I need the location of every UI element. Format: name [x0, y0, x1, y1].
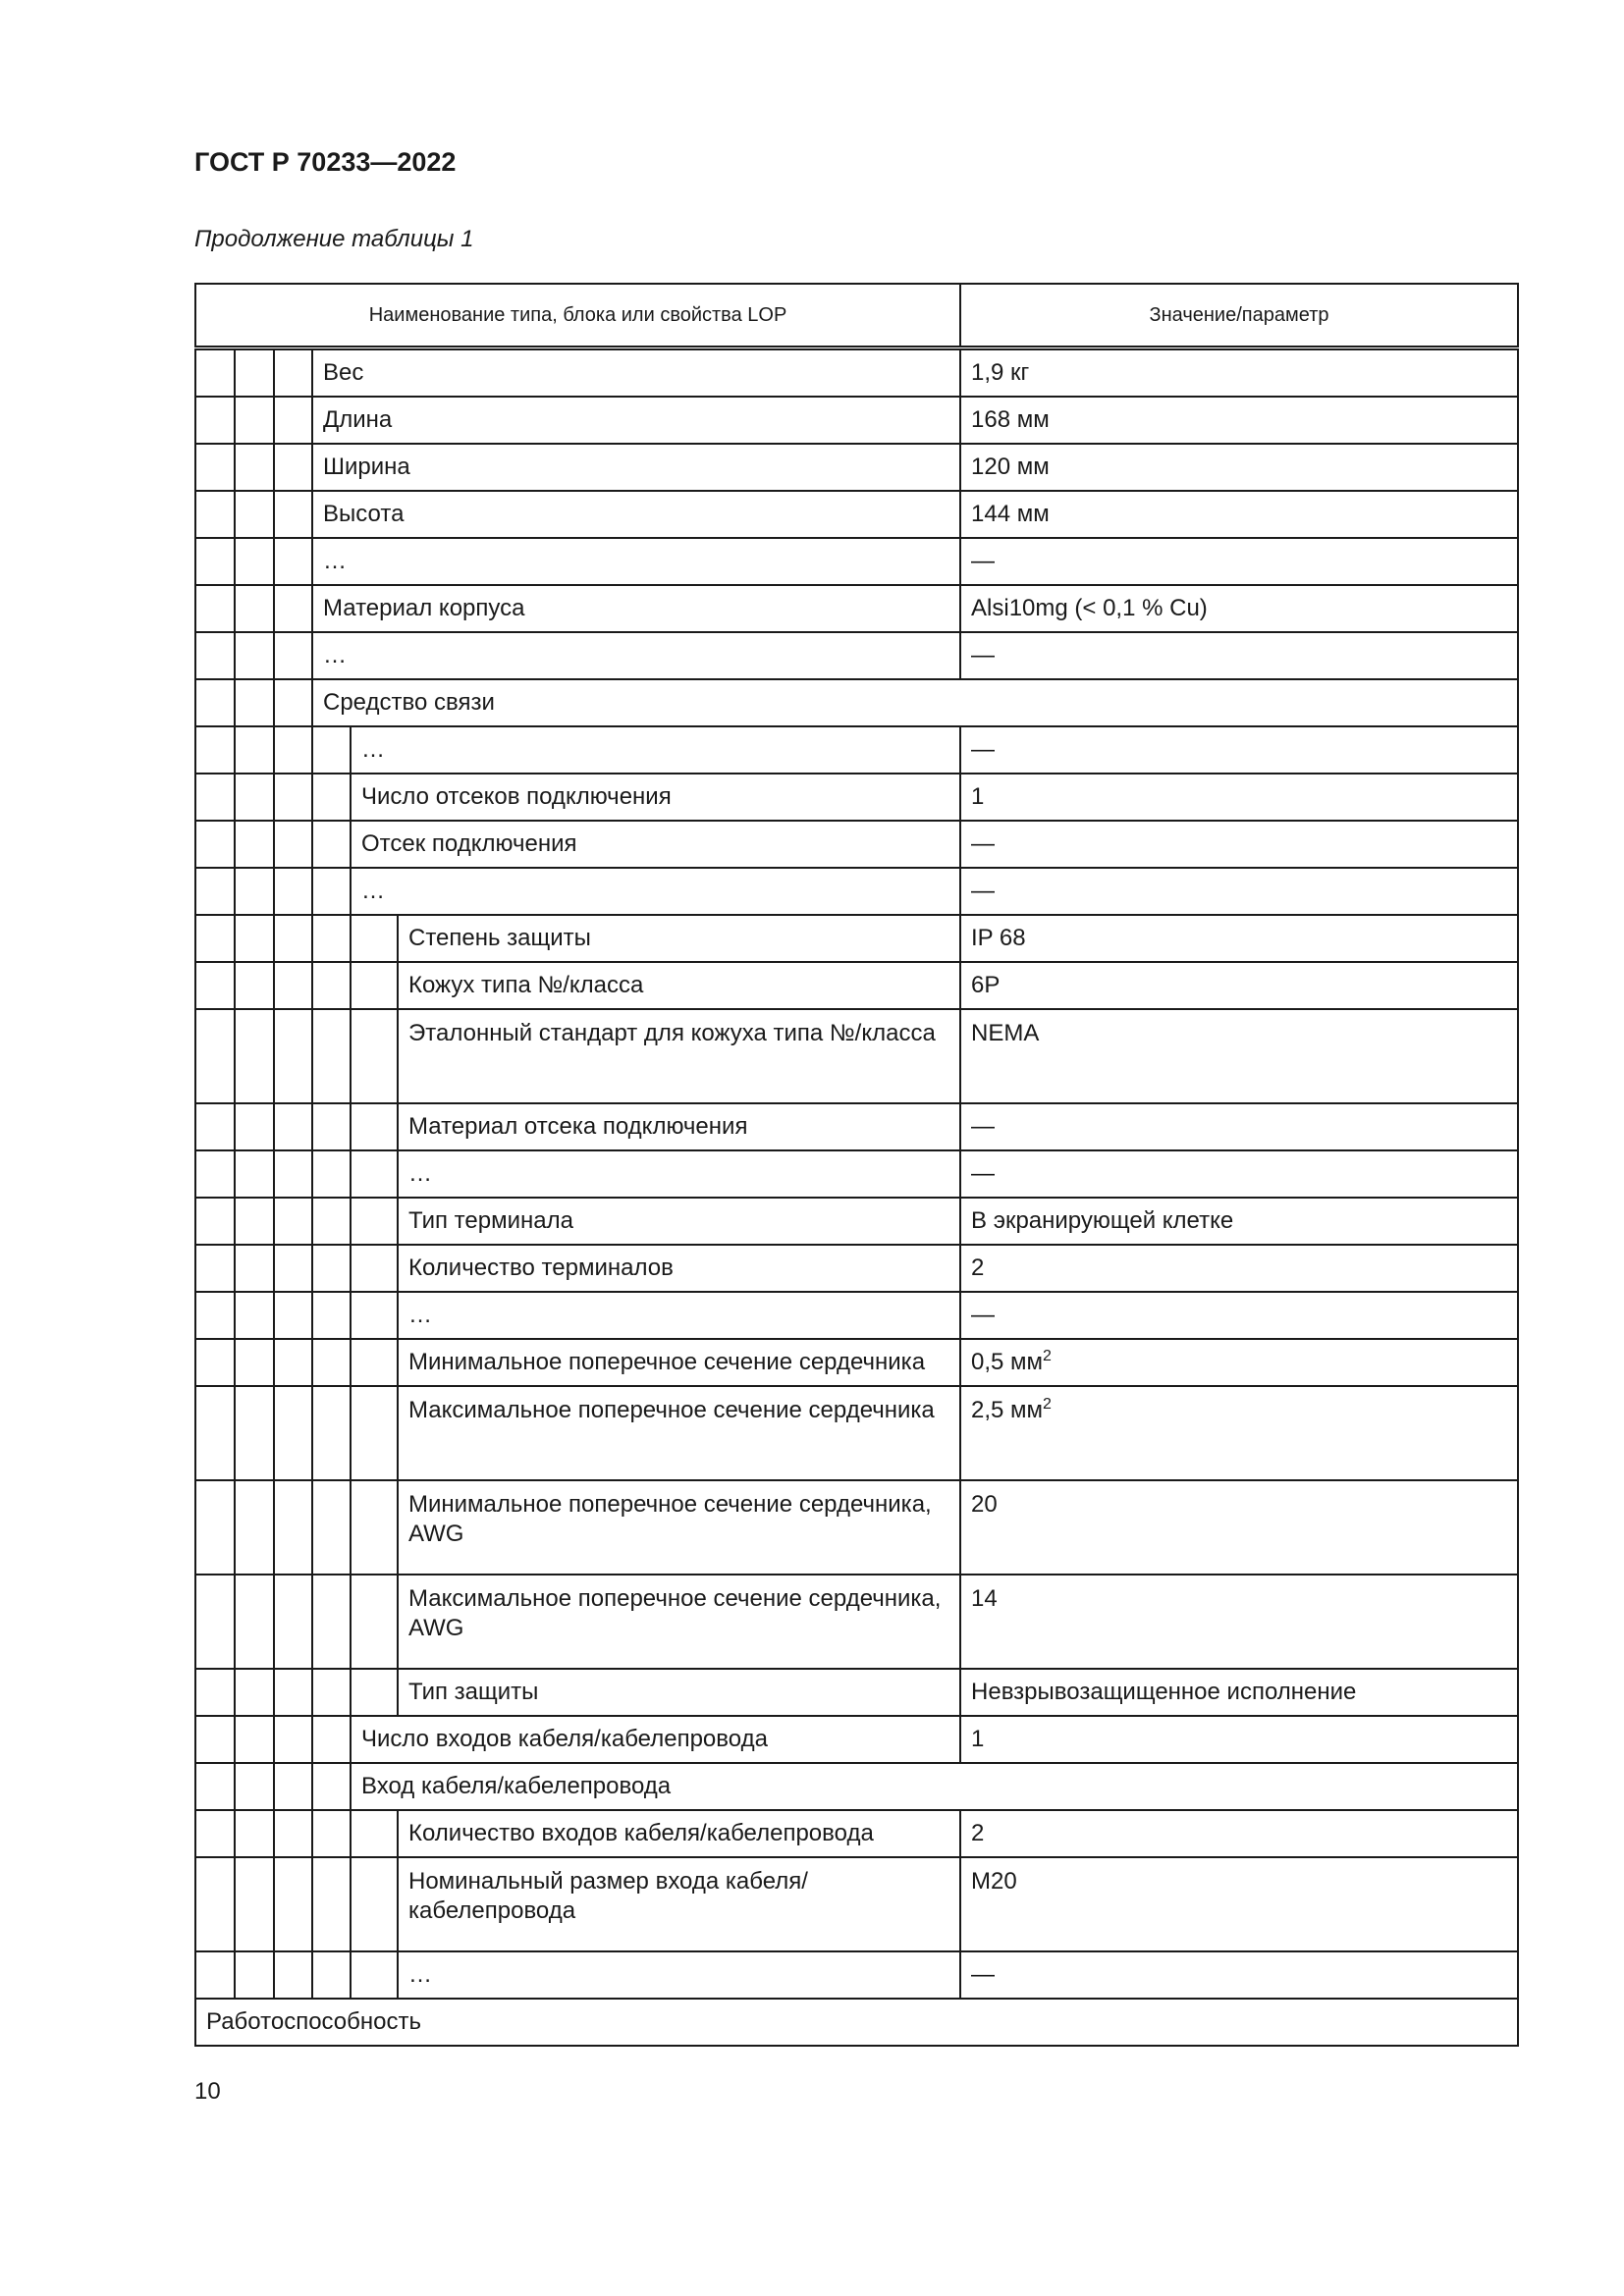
table-row [195, 1009, 1518, 1103]
indent-cell [312, 1339, 351, 1386]
row-value-text: 1 [971, 783, 985, 810]
indent-cell [235, 679, 274, 726]
indent-cell [351, 1009, 398, 1103]
indent-cell [235, 868, 274, 915]
table-row [195, 1857, 1518, 1951]
row-name: Тип терминала [398, 1198, 960, 1245]
table-row [195, 726, 1518, 774]
indent-cell [195, 1763, 235, 1810]
indent-cell [274, 1198, 312, 1245]
indent-cell [195, 1292, 235, 1339]
row-value-text: — [971, 830, 996, 857]
indent-cell [195, 821, 235, 868]
indent-cell [235, 821, 274, 868]
row-name: Число входов кабеля/кабелепровода [351, 1716, 960, 1763]
row-name: Количество входов кабеля/кабелепровода [398, 1810, 960, 1857]
row-value [960, 915, 1518, 962]
indent-cell [235, 1716, 274, 1763]
row-name: Отсек подключения [351, 821, 960, 868]
indent-cell [312, 1198, 351, 1245]
indent-cell [195, 585, 235, 632]
row-value-text: 2 [971, 1820, 985, 1846]
indent-cell [312, 1951, 351, 1999]
row-value [960, 491, 1518, 538]
indent-cell [235, 1009, 274, 1103]
indent-cell [235, 397, 274, 444]
indent-cell [274, 491, 312, 538]
indent-cell [195, 397, 235, 444]
table-row [195, 915, 1518, 962]
indent-cell [195, 1339, 235, 1386]
indent-cell [274, 1245, 312, 1292]
row-name: Минимальное поперечное сечение сердечника, AWG [398, 1480, 960, 1575]
row-value [960, 1716, 1518, 1763]
spec-table [194, 283, 1519, 2047]
indent-cell [235, 774, 274, 821]
indent-cell [312, 1480, 351, 1575]
row-name: Вес [312, 348, 960, 398]
indent-cell [351, 1575, 398, 1669]
row-name: Степень защиты [398, 915, 960, 962]
indent-cell [195, 1386, 235, 1480]
indent-cell [274, 585, 312, 632]
row-value-text: 20 [971, 1491, 998, 1518]
row-value [960, 1386, 1518, 1480]
indent-cell [195, 1103, 235, 1150]
indent-cell [195, 679, 235, 726]
indent-cell [195, 1716, 235, 1763]
indent-cell [274, 1763, 312, 1810]
row-value [960, 585, 1518, 632]
indent-cell [274, 1009, 312, 1103]
indent-cell [274, 348, 312, 398]
indent-cell [312, 1150, 351, 1198]
row-name: Количество терминалов [398, 1245, 960, 1292]
indent-cell [235, 915, 274, 962]
indent-cell [312, 868, 351, 915]
indent-cell [195, 538, 235, 585]
row-name: Тип защиты [398, 1669, 960, 1716]
indent-cell [274, 821, 312, 868]
row-value [960, 1245, 1518, 1292]
row-value-text: — [971, 548, 996, 574]
indent-cell [312, 1103, 351, 1150]
header-value: Значение/параметр [960, 284, 1518, 348]
table-row [195, 1763, 1518, 1810]
indent-cell [274, 679, 312, 726]
table-row [195, 491, 1518, 538]
row-value-text: — [971, 1113, 996, 1140]
row-name: … [398, 1150, 960, 1198]
indent-cell [235, 1292, 274, 1339]
indent-cell [351, 1810, 398, 1857]
indent-cell [274, 1386, 312, 1480]
value-superscript: 2 [1043, 1396, 1052, 1413]
row-value-text: 2,5 мм [971, 1397, 1044, 1423]
row-value [960, 821, 1518, 868]
indent-cell [312, 915, 351, 962]
row-value-text: 14 [971, 1585, 998, 1612]
row-name: Кожух типа №/класса [398, 962, 960, 1009]
indent-cell [274, 774, 312, 821]
row-value-text: 168 мм [971, 406, 1050, 433]
row-value [960, 726, 1518, 774]
header-name: Наименование типа, блока или свойства LOP [195, 284, 960, 348]
page-number: 10 [194, 2078, 221, 2105]
row-value [960, 1951, 1518, 1999]
indent-cell [235, 348, 274, 398]
document-header: ГОСТ Р 70233—2022 [194, 147, 457, 177]
indent-cell [195, 774, 235, 821]
row-name: Максимальное поперечное сечение сердечника, AWG [398, 1575, 960, 1669]
row-value-text: NEMA [971, 1020, 1040, 1046]
indent-cell [351, 1103, 398, 1150]
indent-cell [235, 1810, 274, 1857]
indent-cell [195, 1009, 235, 1103]
row-value-text: 2 [971, 1255, 985, 1281]
indent-cell [312, 821, 351, 868]
indent-cell [195, 915, 235, 962]
row-name: Материал отсека подключения [398, 1103, 960, 1150]
row-name: Высота [312, 491, 960, 538]
value-superscript: 2 [1043, 1348, 1052, 1364]
table-row [195, 585, 1518, 632]
table-row [195, 962, 1518, 1009]
table-row [195, 868, 1518, 915]
table-caption: Продолжение таблицы 1 [194, 226, 474, 252]
table-row [195, 821, 1518, 868]
indent-cell [235, 538, 274, 585]
indent-cell [312, 1575, 351, 1669]
indent-cell [274, 1810, 312, 1857]
table-row [195, 1575, 1518, 1669]
indent-cell [274, 1857, 312, 1951]
row-name: Ширина [312, 444, 960, 491]
indent-cell [274, 632, 312, 679]
row-value-text: Alsi10mg (< 0,1 % Cu) [971, 595, 1208, 621]
indent-cell [274, 726, 312, 774]
indent-cell [274, 1292, 312, 1339]
row-name: Число отсеков подключения [351, 774, 960, 821]
indent-cell [235, 1103, 274, 1150]
table-row [195, 632, 1518, 679]
row-name: Длина [312, 397, 960, 444]
indent-cell [195, 1245, 235, 1292]
indent-cell [235, 1245, 274, 1292]
row-value-text: 120 мм [971, 454, 1050, 480]
table-header-row [195, 284, 1518, 348]
indent-cell [235, 491, 274, 538]
indent-cell [351, 1669, 398, 1716]
row-name: Максимальное поперечное сечение сердечника [398, 1386, 960, 1480]
indent-cell [235, 1198, 274, 1245]
row-value-text: — [971, 1160, 996, 1187]
indent-cell [195, 348, 235, 398]
table-row [195, 1480, 1518, 1575]
row-value-text: 1,9 кг [971, 359, 1030, 386]
indent-cell [312, 1292, 351, 1339]
row-value-text: — [971, 642, 996, 668]
row-name: Вход кабеля/кабелепровода [351, 1763, 1518, 1810]
indent-cell [235, 585, 274, 632]
indent-cell [195, 1810, 235, 1857]
indent-cell [351, 1951, 398, 1999]
row-name: Минимальное поперечное сечение сердечника [398, 1339, 960, 1386]
indent-cell [312, 1716, 351, 1763]
indent-cell [351, 915, 398, 962]
table-row [195, 679, 1518, 726]
indent-cell [274, 868, 312, 915]
indent-cell [195, 632, 235, 679]
row-value [960, 1339, 1518, 1386]
indent-cell [274, 1480, 312, 1575]
indent-cell [195, 1857, 235, 1951]
indent-cell [235, 1951, 274, 1999]
row-name: Материал корпуса [312, 585, 960, 632]
indent-cell [312, 1245, 351, 1292]
row-name: Номинальный размер входа кабеля/ кабелепровода [398, 1857, 960, 1951]
row-value [960, 1150, 1518, 1198]
indent-cell [312, 1669, 351, 1716]
table-row [195, 1386, 1518, 1480]
row-value [960, 397, 1518, 444]
indent-cell [312, 1009, 351, 1103]
indent-cell [312, 962, 351, 1009]
row-value [960, 632, 1518, 679]
indent-cell [274, 444, 312, 491]
row-value-text: 6P [971, 972, 1001, 998]
indent-cell [312, 726, 351, 774]
indent-cell [351, 1198, 398, 1245]
indent-cell [235, 1339, 274, 1386]
row-name: Средство связи [312, 679, 1518, 726]
row-name: … [351, 868, 960, 915]
indent-cell [235, 1575, 274, 1669]
indent-cell [351, 1480, 398, 1575]
indent-cell [274, 397, 312, 444]
indent-cell [351, 1386, 398, 1480]
indent-cell [312, 1810, 351, 1857]
table-row [195, 1999, 1518, 2046]
indent-cell [195, 444, 235, 491]
indent-cell [235, 1669, 274, 1716]
row-value-text: — [971, 878, 996, 904]
indent-cell [351, 1150, 398, 1198]
row-name: … [312, 538, 960, 585]
indent-cell [274, 1103, 312, 1150]
row-value [960, 348, 1518, 398]
row-name: Работоспособность [195, 1999, 1518, 2046]
indent-cell [274, 962, 312, 1009]
indent-cell [195, 1150, 235, 1198]
row-value [960, 444, 1518, 491]
indent-cell [235, 1480, 274, 1575]
indent-cell [195, 962, 235, 1009]
table-body [195, 348, 1518, 2047]
indent-cell [195, 1480, 235, 1575]
table-row [195, 348, 1518, 398]
table-row [195, 1103, 1518, 1150]
row-name: … [398, 1951, 960, 1999]
row-value [960, 1103, 1518, 1150]
row-name: … [312, 632, 960, 679]
indent-cell [195, 1951, 235, 1999]
row-value-text: — [971, 736, 996, 763]
row-value-text: — [971, 1302, 996, 1328]
indent-cell [235, 1386, 274, 1480]
row-value-text: Невзрывозащищенное исполнение [971, 1679, 1357, 1705]
row-value [960, 868, 1518, 915]
row-value-text: 1 [971, 1726, 985, 1752]
indent-cell [274, 1716, 312, 1763]
row-value [960, 1810, 1518, 1857]
row-value [960, 1009, 1518, 1103]
indent-cell [312, 1386, 351, 1480]
table-row [195, 774, 1518, 821]
indent-cell [274, 1951, 312, 1999]
indent-cell [274, 1575, 312, 1669]
row-value-text: — [971, 1961, 996, 1988]
indent-cell [235, 444, 274, 491]
row-value [960, 1669, 1518, 1716]
row-value [960, 538, 1518, 585]
indent-cell [195, 726, 235, 774]
table-row [195, 538, 1518, 585]
indent-cell [351, 1292, 398, 1339]
row-value [960, 1198, 1518, 1245]
table-row [195, 1339, 1518, 1386]
indent-cell [274, 538, 312, 585]
indent-cell [195, 1669, 235, 1716]
row-value [960, 1292, 1518, 1339]
row-value-text: В экранирующей клетке [971, 1207, 1234, 1234]
row-name: … [351, 726, 960, 774]
indent-cell [274, 1339, 312, 1386]
indent-cell [274, 1150, 312, 1198]
indent-cell [235, 1763, 274, 1810]
indent-cell [235, 726, 274, 774]
indent-cell [195, 868, 235, 915]
indent-cell [235, 1857, 274, 1951]
table-row [195, 1150, 1518, 1198]
row-value-text: 144 мм [971, 501, 1050, 527]
table-row [195, 1292, 1518, 1339]
table-row [195, 1810, 1518, 1857]
indent-cell [312, 1857, 351, 1951]
row-value-text: 0,5 мм [971, 1349, 1044, 1375]
indent-cell [351, 962, 398, 1009]
row-value-text: IP 68 [971, 925, 1026, 951]
indent-cell [351, 1339, 398, 1386]
indent-cell [351, 1857, 398, 1951]
table-row [195, 444, 1518, 491]
row-value [960, 774, 1518, 821]
table-row [195, 1951, 1518, 1999]
indent-cell [235, 632, 274, 679]
row-name: Эталонный стандарт для кожуха типа №/класса [398, 1009, 960, 1103]
indent-cell [235, 962, 274, 1009]
indent-cell [195, 491, 235, 538]
indent-cell [351, 1245, 398, 1292]
table-row [195, 1716, 1518, 1763]
row-name: … [398, 1292, 960, 1339]
row-value-text: M20 [971, 1868, 1017, 1895]
row-value [960, 1480, 1518, 1575]
row-value [960, 1857, 1518, 1951]
row-value [960, 1575, 1518, 1669]
table-row [195, 1245, 1518, 1292]
indent-cell [312, 774, 351, 821]
indent-cell [274, 1669, 312, 1716]
table-row [195, 397, 1518, 444]
table-row [195, 1198, 1518, 1245]
row-value [960, 962, 1518, 1009]
indent-cell [195, 1198, 235, 1245]
table-row [195, 1669, 1518, 1716]
indent-cell [235, 1150, 274, 1198]
indent-cell [195, 1575, 235, 1669]
indent-cell [312, 1763, 351, 1810]
indent-cell [274, 915, 312, 962]
